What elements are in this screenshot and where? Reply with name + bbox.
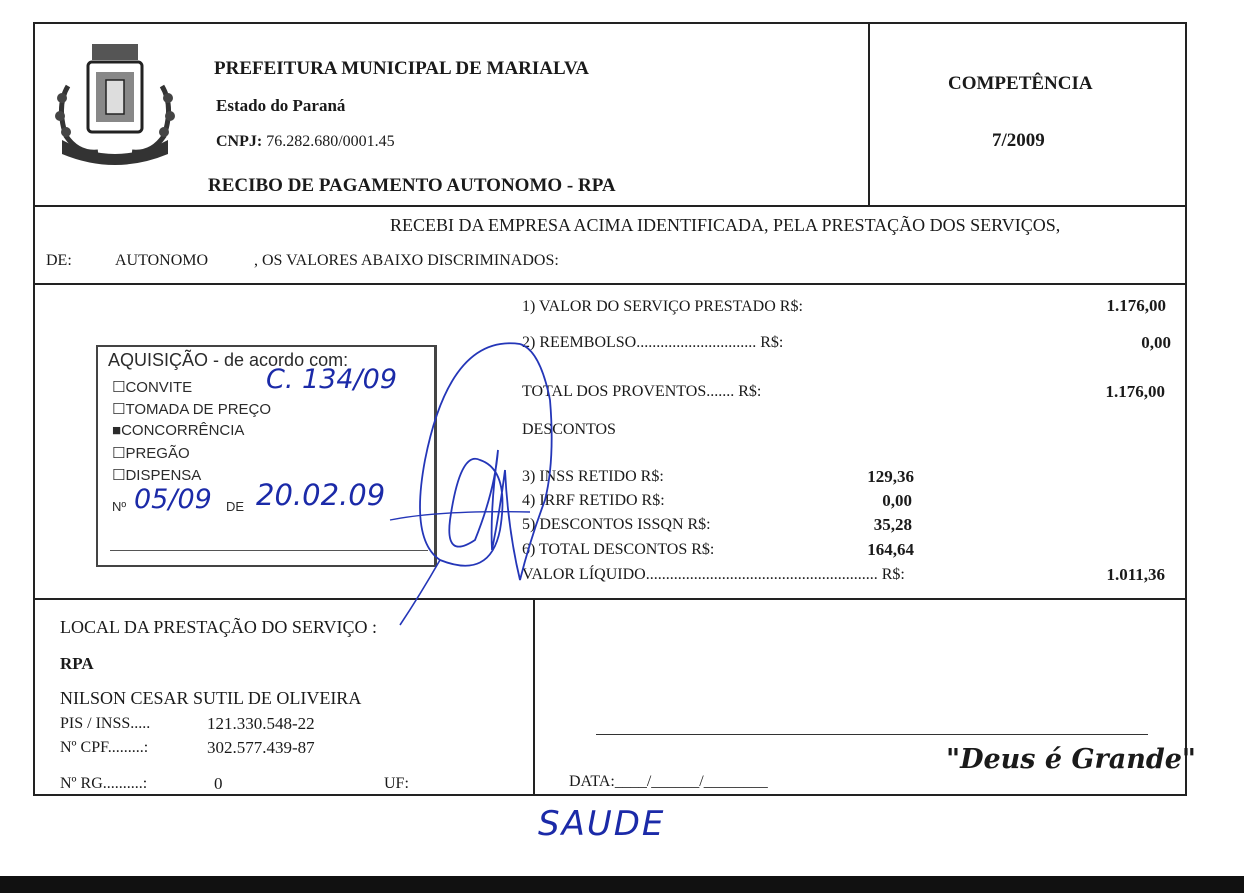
municipality-name: PREFEITURA MUNICIPAL DE MARIALVA [214,58,589,79]
pis-value: 121.330.548-22 [207,714,315,733]
cnpj-value: 76.282.680/0001.45 [266,133,395,150]
competencia-label: COMPETÊNCIA [948,73,1093,94]
receipt-divider [33,283,1187,285]
descontos-label: DESCONTOS [522,421,616,438]
stamp-option-dispensa: ☐DISPENSA [112,467,202,484]
receipt-statement: RECEBI DA EMPRESA ACIMA IDENTIFICADA, PELA PRESTAÇÃO DOS SERVIÇOS, [390,215,1061,235]
seal-text: MARIALVA [84,135,139,145]
competencia-divider [868,22,870,206]
receipt-statement-end: , OS VALORES ABAIXO DISCRIMINADOS: [254,252,559,269]
convite-checkbox-icon: ☐ [112,379,126,396]
reembolso-label: 2) REEMBOLSO.............................. R$: [522,334,784,351]
cnpj-label: CNPJ: [216,133,263,150]
cpf-value: 302.577.439-87 [207,738,315,757]
values-divider [33,598,1187,600]
irrf-value: 0,00 [882,491,912,510]
stamp-no-label: Nº [112,499,127,514]
stamp-option-pregao: ☐PREGÃO [112,445,190,462]
provider-name: NILSON CESAR SUTIL DE OLIVEIRA [60,688,362,708]
de-label: DE: [46,252,72,269]
rg-label: Nº RG..........: [60,775,148,792]
total-proventos-label: TOTAL DOS PROVENTOS....... R$: [522,383,762,400]
total-proventos-value: 1.176,00 [1105,382,1165,401]
torn-edge [0,876,1244,893]
tomada-checkbox-icon: ☐ [112,401,126,418]
frame-top [33,22,1187,24]
concorrencia-checkbox-checked-icon: ■ [112,422,122,439]
dispensa-checkbox-icon: ☐ [112,467,126,484]
frame-left [33,22,35,796]
handwritten-reference: C. 134/09 [266,364,398,395]
state-name: Estado do Paraná [216,96,346,115]
handwritten-date: 20.02.09 [256,478,386,512]
reembolso-value: 0,00 [1141,333,1171,352]
stamp-option-concorrencia: ■CONCORRÊNCIA [112,422,245,439]
signature-scribble [380,340,580,630]
stamp-de-label: DE [226,499,245,514]
stamp-option-convite: ☐CONVITE [112,379,193,396]
competencia-value: 7/2009 [992,130,1045,151]
total-descontos-value: 164,64 [867,540,914,559]
stamp-option-tomada: ☐TOMADA DE PREÇO [112,401,272,418]
handwritten-saude: SAUDE [538,804,666,844]
total-descontos-label: 6) TOTAL DESCONTOS R$: [522,541,715,558]
frame-bottom [33,794,1187,796]
coat-of-arms-icon [48,36,182,166]
stamp-title: AQUISIÇÃO - de acordo com: [108,350,349,370]
de-value: AUTONOMO [115,252,209,269]
cpf-label: Nº CPF.........: [60,739,149,756]
inss-label: 3) INSS RETIDO R$: [522,468,664,485]
local-label: LOCAL DA PRESTAÇÃO DO SERVIÇO : [60,617,377,637]
pis-label: PIS / INSS..... [60,715,151,732]
inss-value: 129,36 [867,467,914,486]
document-title: RECIBO DE PAGAMENTO AUTONOMO - RPA [208,175,616,196]
issqn-value: 35,28 [873,515,912,534]
pregao-checkbox-icon: ☐ [112,445,126,462]
rg-value: 0 [214,774,223,793]
signature-line [596,734,1148,735]
handwritten-number: 05/09 [134,484,212,515]
cnpj-row [216,133,395,151]
motto: "Deus é Grande" [946,744,1197,775]
uf-label: UF: [384,775,409,792]
frame-right [1185,22,1187,796]
issqn-label: 5) DESCONTOS ISSQN R$: [522,516,711,533]
servico-label: 1) VALOR DO SERVIÇO PRESTADO R$: [522,298,803,315]
local-value: RPA [60,654,94,673]
header-divider [33,205,1187,207]
servico-value: 1.176,00 [1106,296,1166,315]
liquido-value: 1.011,36 [1106,565,1165,584]
irrf-label: 4) IRRF RETIDO R$: [522,492,665,509]
data-field: DATA:____/______/________ [569,773,768,790]
liquido-label: VALOR LÍQUIDO.......................................................... R$: [522,566,905,583]
